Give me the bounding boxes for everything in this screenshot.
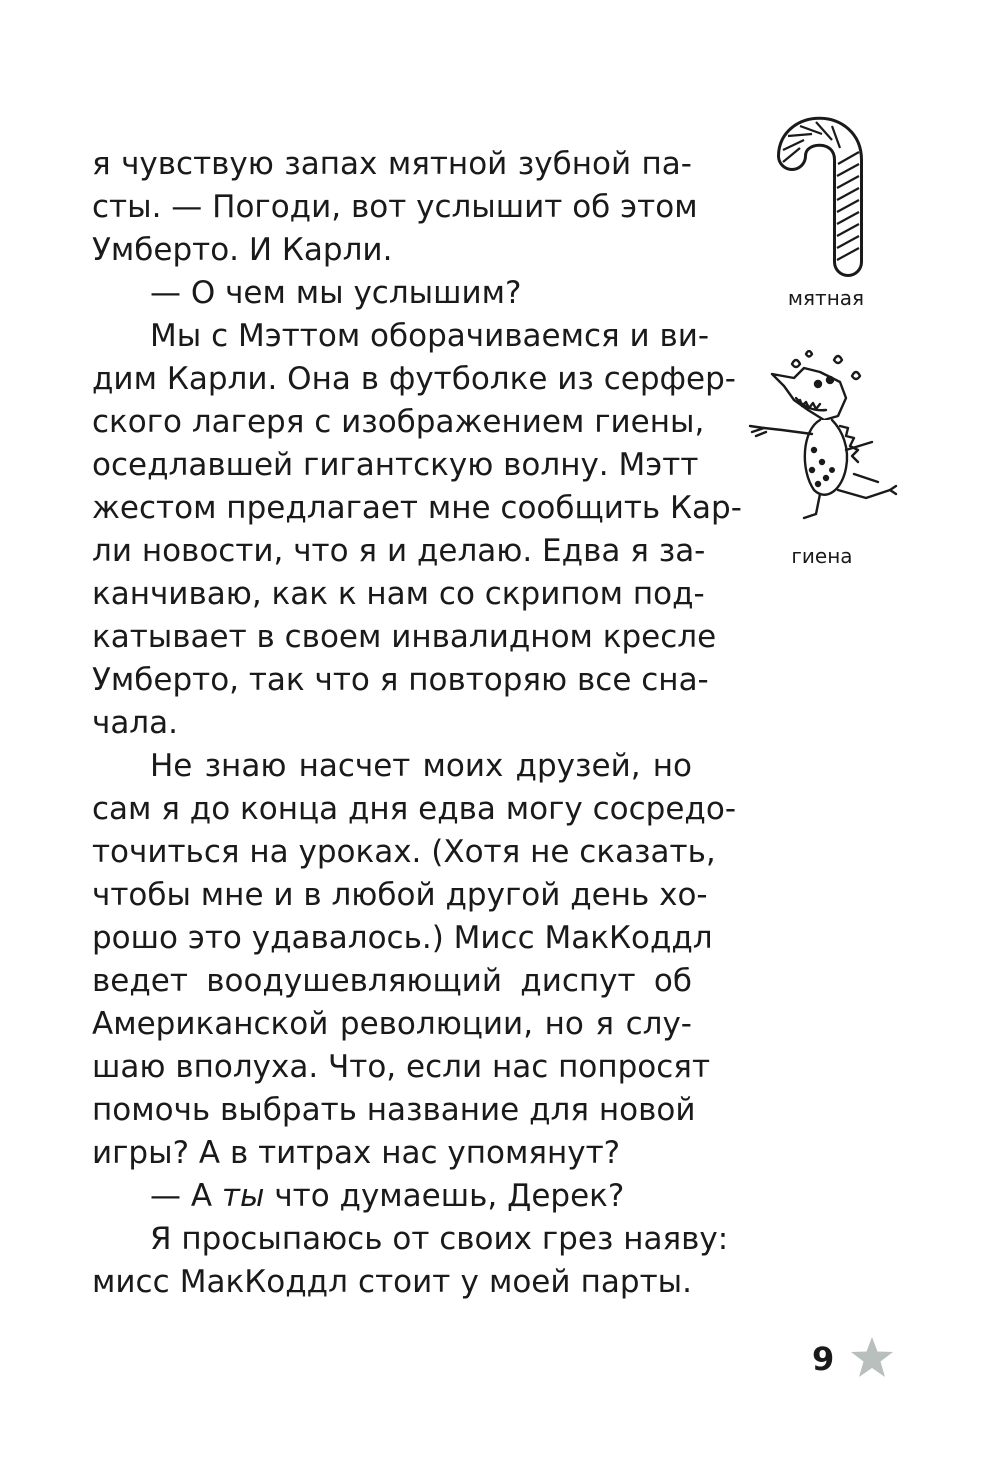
- text-line: чала.: [92, 705, 178, 741]
- text-line: мисс МакКоддл стоит у моей парты.: [92, 1264, 692, 1300]
- text-line: ского лагеря с изображением гиены,: [92, 404, 705, 440]
- text-line: оседлавшей гигантскую волну. Мэтт: [92, 447, 699, 483]
- text-line: шаю вполуха. Что, если нас попросят: [92, 1049, 711, 1085]
- text-line: жестом предлагает мне сообщить Кар-: [92, 490, 742, 526]
- text-span: что думаешь, Дерек?: [264, 1178, 625, 1214]
- text-line: игры? А в титрах нас упомянут?: [92, 1135, 621, 1171]
- text-line: Американской революции, но я слу-: [92, 1006, 692, 1042]
- hyena-icon: [742, 350, 902, 530]
- hyena-caption: гиена: [791, 544, 853, 568]
- text-line: [92, 1175, 692, 1217]
- text-line: — О чем мы услышим?: [150, 275, 522, 311]
- page-number: 9: [812, 1340, 835, 1378]
- text-line: Я просыпаюсь от своих грез наяву:: [150, 1221, 729, 1257]
- text-line: сам я до конца дня едва могу сосредо-: [92, 791, 737, 827]
- italic-word: ты: [221, 1178, 265, 1214]
- text-line: Мы с Мэттом оборачиваемся и ви-: [150, 318, 710, 354]
- text-line: помочь выбрать название для новой: [92, 1092, 696, 1128]
- text-line: канчиваю, как к нам со скрипом под-: [92, 576, 705, 612]
- text-line: дим Карли. Она в футболке из серфер-: [92, 361, 736, 397]
- text-line: сты. — Погоди, вот услышит об этом: [92, 189, 698, 225]
- text-line: точиться на уроках. (Хотя не сказать,: [92, 834, 716, 870]
- text-line: ведет воодушевляющий диспут об: [92, 963, 692, 999]
- text-line: Умберто. И Карли.: [92, 232, 393, 268]
- text-line: Умберто, так что я повторяю все сна-: [92, 662, 709, 698]
- candy-cane-caption: мятная: [787, 286, 865, 310]
- text-span: — А: [150, 1178, 222, 1214]
- text-line: катывает в своем инвалидном кресле: [92, 619, 717, 655]
- candy-cane-icon: [770, 112, 870, 277]
- text-line: рошо это удавалось.) Мисс МакКоддл: [92, 920, 713, 956]
- text-line: Не знаю насчет моих друзей, но: [150, 748, 692, 784]
- text-line: чтобы мне и в любой другой день хо-: [92, 877, 708, 913]
- text-line: я чувствую запах мятной зубной па-: [92, 146, 692, 182]
- star-icon: [850, 1336, 894, 1378]
- text-line: ли новости, что я и делаю. Едва я за-: [92, 533, 706, 569]
